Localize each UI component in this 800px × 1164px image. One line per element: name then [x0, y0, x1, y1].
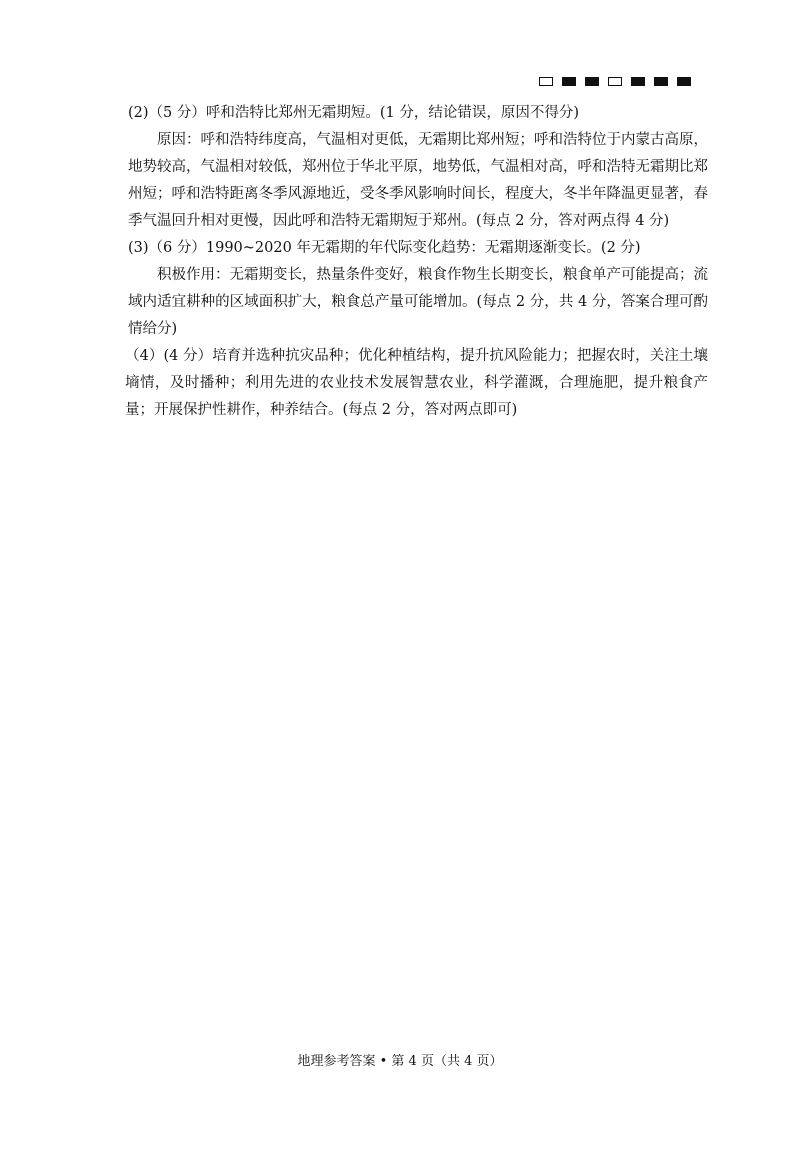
- page-mark-filled: [562, 77, 576, 86]
- answer-content: [125, 100, 708, 424]
- page-footer: 地理参考答案 • 第 4 页（共 4 页）: [297, 1054, 503, 1069]
- q4-answer: （4）(4 分）培育并选种抗灾品种；优化种植结构，提升抗风险能力；把握农时，关注土壤墒情，及时播种；利用先进的农业技术发展智慧农业，科学灌溉，合理施肥，提升粮食产量；开展保护性耕作，种养结合。(每点 2 分，答对两点即可): [125, 348, 708, 418]
- page-mark-filled: [654, 77, 668, 86]
- page-mark-filled: [631, 77, 645, 86]
- page-marks: [539, 75, 691, 87]
- page-mark-filled: [585, 77, 599, 86]
- page-mark-hollow: [539, 77, 553, 86]
- q3-header: (3)（6 分）1990~2020 年无霜期的年代际变化趋势：无霜期逐渐变长。(2 分): [128, 240, 641, 256]
- q2-header: (2)（5 分）呼和浩特比郑州无霜期短。(1 分，结论错误，原因不得分): [128, 105, 580, 121]
- page-mark-hollow: [608, 77, 622, 86]
- q3-effect: 积极作用：无霜期变长，热量条件变好，粮食作物生长期变长，粮食单产可能提高；流域内适宜耕种的区域面积扩大，粮食总产量可能增加。(每点 2 分，共 4 分，答案合理可酌情给分): [128, 267, 708, 337]
- page-mark-filled: [677, 77, 691, 86]
- q2-reason: 原因：呼和浩特纬度高，气温相对更低，无霜期比郑州短；呼和浩特位于内蒙古高原，地势较高，气温相对较低，郑州位于华北平原，地势低，气温相对高，呼和浩特无霜期比郑州短；呼和浩特距离冬季风源地近，受冬季风影响时间长，程度大，冬半年降温更显著，春季气温回升相对更慢，因此呼和浩特无霜期短于郑州。(每点 2 分，答对两点得 4 分): [128, 132, 708, 229]
